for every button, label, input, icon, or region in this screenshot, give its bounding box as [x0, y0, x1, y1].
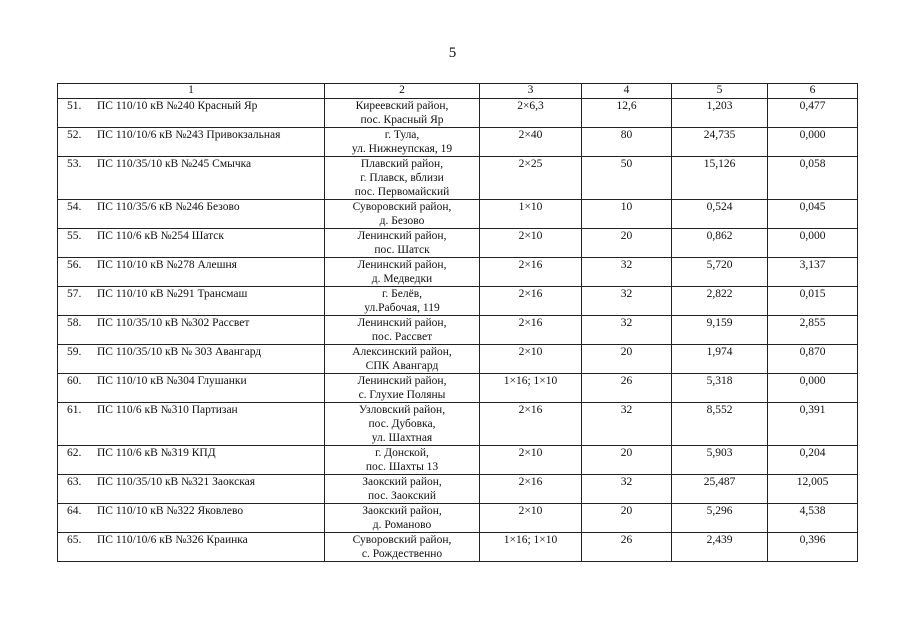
location-cell: [325, 157, 480, 200]
location-line: Ленинский район,: [357, 317, 447, 329]
column-header: 2: [325, 84, 480, 99]
substation-cell: [58, 128, 325, 157]
substation-cell: [58, 200, 325, 229]
location-cell: [325, 475, 480, 504]
location-line: с. Рождественно: [361, 548, 443, 560]
table-row: [58, 258, 858, 287]
substation-cell: [58, 258, 325, 287]
location-line: Киреевский район,: [355, 100, 449, 112]
location-line: с. Глухие Поляны: [358, 389, 446, 401]
location-line: Алексинский район,: [352, 346, 452, 358]
substation-cell: [58, 99, 325, 128]
row-number: 60.: [67, 375, 82, 387]
substation-cell: [58, 157, 325, 200]
row-number: 56.: [67, 259, 82, 271]
value-cell-3: 1×16; 1×10: [480, 533, 582, 562]
row-number: 55.: [67, 230, 82, 242]
table-row: [58, 345, 858, 374]
location-line: пос. Заокский: [368, 490, 436, 502]
header-row: [58, 84, 858, 99]
substation-cell: [58, 446, 325, 475]
value-cell-4: 32: [582, 316, 672, 345]
value-cell-3: 2×16: [480, 287, 582, 316]
value-cell-5: 1,203: [672, 99, 768, 128]
value-cell-6: 12,005: [768, 475, 858, 504]
table-row: [58, 374, 858, 403]
value-cell-6: 3,137: [768, 258, 858, 287]
location-line: г. Белёв,: [381, 288, 423, 300]
table-row: [58, 403, 858, 446]
location-cell: [325, 403, 480, 446]
value-cell-3: 2×25: [480, 157, 582, 200]
value-cell-6: 4,538: [768, 504, 858, 533]
row-number: 53.: [67, 158, 82, 170]
table-row: [58, 229, 858, 258]
substation-name: ПС 110/10 кВ №304 Глушанки: [97, 375, 247, 387]
value-cell-3: 1×16; 1×10: [480, 374, 582, 403]
table-row: [58, 533, 858, 562]
value-cell-4: 10: [582, 200, 672, 229]
table-row: [58, 446, 858, 475]
value-cell-5: 5,720: [672, 258, 768, 287]
substations-table: [57, 83, 858, 562]
column-header: 1: [58, 84, 325, 99]
substation-cell: [58, 345, 325, 374]
value-cell-4: 20: [582, 345, 672, 374]
table-row: [58, 128, 858, 157]
location-line: пос. Дубовка,: [368, 418, 436, 430]
location-line: д. Романово: [372, 519, 432, 531]
substation-cell: [58, 475, 325, 504]
value-cell-5: 9,159: [672, 316, 768, 345]
location-cell: [325, 533, 480, 562]
column-header: 3: [480, 84, 582, 99]
row-number: 58.: [67, 317, 82, 329]
location-line: ул. Нижнеупская, 19: [351, 143, 453, 155]
value-cell-5: 2,822: [672, 287, 768, 316]
location-cell: [325, 287, 480, 316]
location-line: пос. Первомайский: [354, 186, 450, 198]
location-cell: [325, 200, 480, 229]
value-cell-3: 2×16: [480, 403, 582, 446]
location-line: Ленинский район,: [357, 259, 447, 271]
value-cell-3: 2×16: [480, 258, 582, 287]
value-cell-5: 8,552: [672, 403, 768, 446]
location-line: Суворовский район,: [352, 201, 452, 213]
value-cell-3: 2×10: [480, 345, 582, 374]
row-number: 59.: [67, 346, 82, 358]
table-row: [58, 200, 858, 229]
substation-name: ПС 110/10 кВ №240 Красный Яр: [97, 100, 258, 112]
row-number: 51.: [67, 100, 82, 112]
value-cell-4: 80: [582, 128, 672, 157]
value-cell-3: 2×40: [480, 128, 582, 157]
value-cell-6: 0,058: [768, 157, 858, 200]
value-cell-5: 2,439: [672, 533, 768, 562]
location-cell: [325, 229, 480, 258]
substation-name: ПС 110/6 кВ №310 Партизан: [97, 404, 238, 416]
location-line: Узловский район,: [358, 404, 446, 416]
value-cell-6: 0,391: [768, 403, 858, 446]
value-cell-5: 15,126: [672, 157, 768, 200]
location-cell: [325, 374, 480, 403]
substation-name: ПС 110/10/6 кВ №326 Краинка: [97, 534, 248, 546]
row-number: 64.: [67, 505, 82, 517]
substation-cell: [58, 287, 325, 316]
value-cell-5: 5,903: [672, 446, 768, 475]
value-cell-6: 0,045: [768, 200, 858, 229]
location-line: Ленинский район,: [357, 230, 447, 242]
table-row: [58, 99, 858, 128]
substation-name: ПС 110/6 кВ №254 Шатск: [97, 230, 224, 242]
substation-cell: [58, 403, 325, 446]
value-cell-4: 32: [582, 475, 672, 504]
value-cell-3: 2×16: [480, 316, 582, 345]
table-row: [58, 504, 858, 533]
row-number: 63.: [67, 476, 82, 488]
location-line: д. Медведки: [371, 273, 433, 285]
substation-name: ПС 110/10 кВ №322 Яковлево: [97, 505, 244, 517]
table-row: [58, 157, 858, 200]
value-cell-6: 0,396: [768, 533, 858, 562]
value-cell-3: 2×6,3: [480, 99, 582, 128]
row-number: 54.: [67, 201, 82, 213]
location-line: д. Безово: [379, 215, 425, 227]
value-cell-6: 2,855: [768, 316, 858, 345]
row-number: 61.: [67, 404, 82, 416]
row-number: 52.: [67, 129, 82, 141]
substation-cell: [58, 374, 325, 403]
location-line: пос. Шахты 13: [365, 461, 439, 473]
value-cell-6: 0,015: [768, 287, 858, 316]
value-cell-6: 0,000: [768, 374, 858, 403]
value-cell-6: 0,477: [768, 99, 858, 128]
location-line: Плавский район,: [360, 158, 444, 170]
location-line: Ленинский район,: [357, 375, 447, 387]
value-cell-3: 2×10: [480, 229, 582, 258]
substation-cell: [58, 316, 325, 345]
location-cell: [325, 128, 480, 157]
location-line: пос. Красный Яр: [360, 114, 444, 126]
substation-name: ПС 110/35/10 кВ №245 Смычка: [97, 158, 252, 170]
substation-cell: [58, 504, 325, 533]
table-row: [58, 475, 858, 504]
location-line: СПК Авангард: [365, 360, 439, 372]
location-cell: [325, 99, 480, 128]
value-cell-4: 20: [582, 504, 672, 533]
substation-name: ПС 110/35/6 кВ №246 Безово: [97, 201, 240, 213]
value-cell-3: 2×16: [480, 475, 582, 504]
value-cell-4: 20: [582, 446, 672, 475]
substation-cell: [58, 533, 325, 562]
value-cell-5: 1,974: [672, 345, 768, 374]
value-cell-5: 0,524: [672, 200, 768, 229]
column-header: 6: [768, 84, 858, 99]
value-cell-4: 50: [582, 157, 672, 200]
value-cell-5: 0,862: [672, 229, 768, 258]
location-line: ул. Шахтная: [371, 432, 433, 444]
substation-name: ПС 110/10/6 кВ №243 Привокзальная: [97, 129, 281, 141]
value-cell-5: 24,735: [672, 128, 768, 157]
substation-name: ПС 110/35/10 кВ №302 Рассвет: [97, 317, 250, 329]
location-line: пос. Рассвет: [371, 331, 433, 343]
column-header: 4: [582, 84, 672, 99]
location-line: г. Плавск, вблизи: [360, 172, 444, 184]
substation-name: ПС 110/35/10 кВ №321 Заокская: [97, 476, 255, 488]
table-row: [58, 287, 858, 316]
value-cell-5: 5,318: [672, 374, 768, 403]
location-cell: [325, 258, 480, 287]
value-cell-3: 1×10: [480, 200, 582, 229]
substation-name: ПС 110/10 кВ №291 Трансмаш: [97, 288, 248, 300]
value-cell-4: 12,6: [582, 99, 672, 128]
value-cell-3: 2×10: [480, 504, 582, 533]
location-cell: [325, 446, 480, 475]
value-cell-4: 26: [582, 533, 672, 562]
value-cell-6: 0,000: [768, 229, 858, 258]
substation-cell: [58, 229, 325, 258]
value-cell-4: 32: [582, 403, 672, 446]
location-line: Заокский район,: [362, 505, 442, 517]
location-line: г. Тула,: [384, 129, 420, 141]
location-cell: [325, 504, 480, 533]
location-line: Заокский район,: [362, 476, 442, 488]
value-cell-5: 25,487: [672, 475, 768, 504]
value-cell-3: 2×10: [480, 446, 582, 475]
value-cell-4: 26: [582, 374, 672, 403]
location-cell: [325, 316, 480, 345]
location-line: г. Донской,: [375, 447, 429, 459]
value-cell-4: 32: [582, 258, 672, 287]
value-cell-4: 32: [582, 287, 672, 316]
substation-name: ПС 110/35/10 кВ № 303 Авангард: [97, 346, 262, 358]
substation-name: ПС 110/6 кВ №319 КПД: [97, 447, 216, 459]
table-row: [58, 316, 858, 345]
location-line: пос. Шатск: [374, 244, 430, 256]
column-header: 5: [672, 84, 768, 99]
value-cell-6: 0,204: [768, 446, 858, 475]
substation-name: ПС 110/10 кВ №278 Алешня: [97, 259, 237, 271]
row-number: 65.: [67, 534, 82, 546]
page-number: 5: [448, 45, 457, 61]
value-cell-6: 0,000: [768, 128, 858, 157]
row-number: 62.: [67, 447, 82, 459]
value-cell-4: 20: [582, 229, 672, 258]
value-cell-5: 5,296: [672, 504, 768, 533]
value-cell-6: 0,870: [768, 345, 858, 374]
location-line: ул.Рабочая, 119: [364, 302, 440, 314]
row-number: 57.: [67, 288, 82, 300]
location-line: Суворовский район,: [352, 534, 452, 546]
location-cell: [325, 345, 480, 374]
table-body: [58, 99, 858, 562]
